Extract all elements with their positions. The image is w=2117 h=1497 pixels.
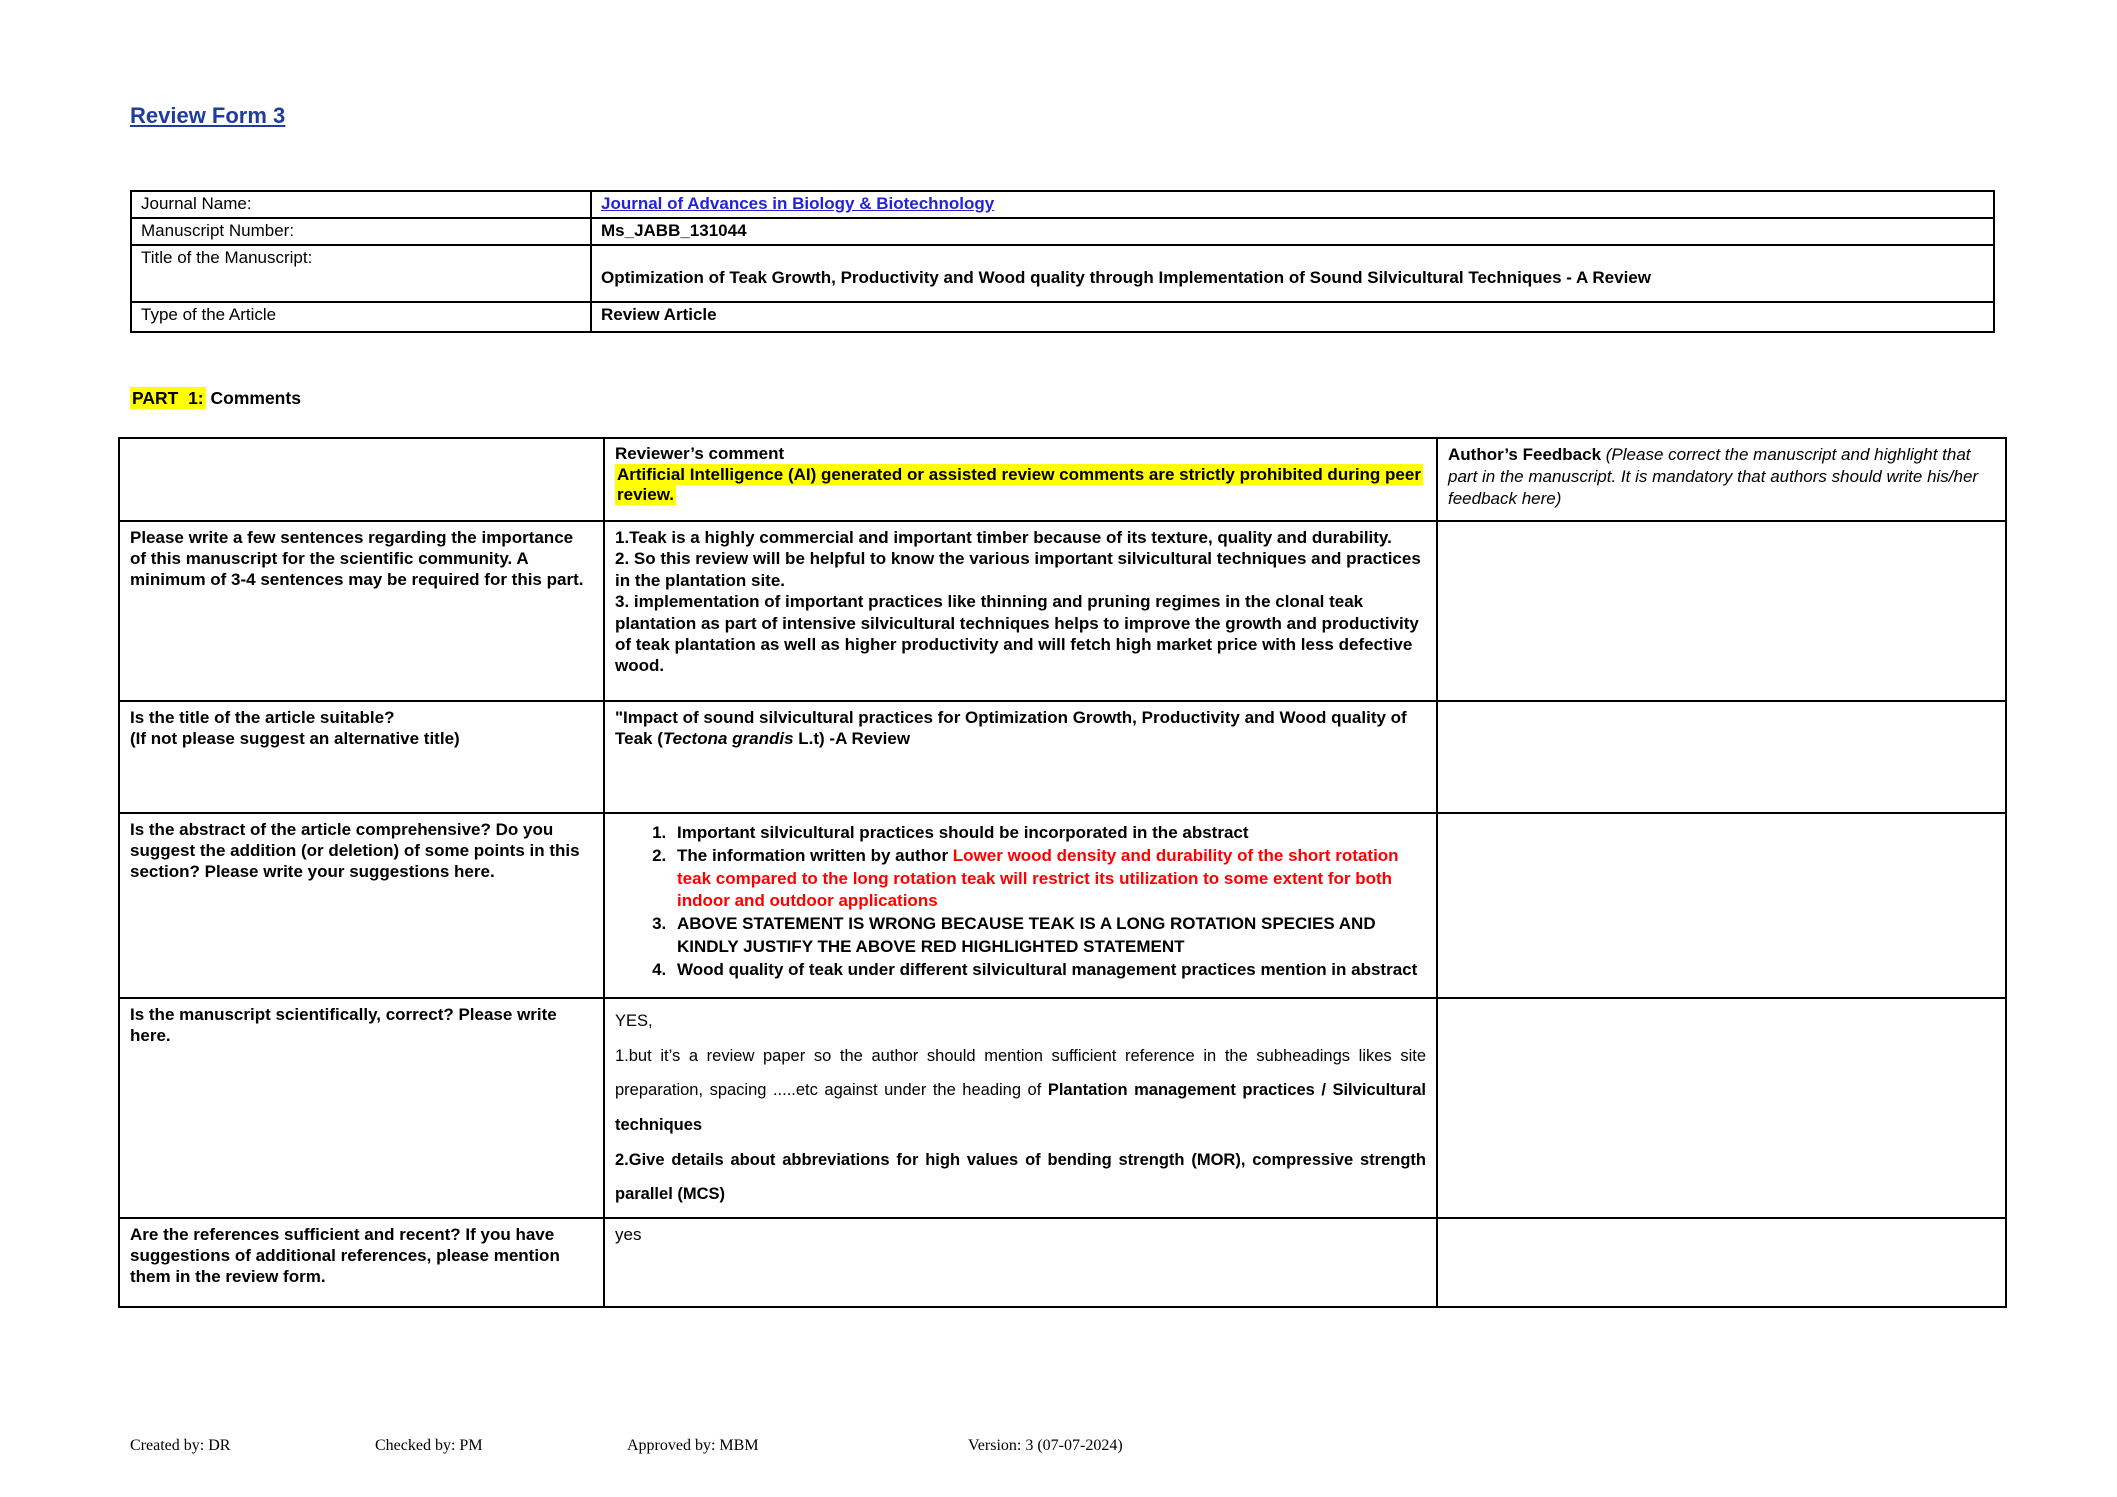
ai-prohibited-notice: Artificial Intelligence (AI) generated or assisted review comments are strictly prohibited during peer review. [617,464,1421,505]
info-row-journal [131,191,1994,218]
scientific-answer-yes: YES, [615,1012,653,1030]
manuscript-info-table [130,190,1995,333]
footer-version: Version: 3 (07-07-2024) [968,1437,1123,1454]
row-importance [119,521,2006,701]
manuscript-number-label: Manuscript Number: [131,218,591,245]
abstract-comment-item-2 [671,845,1426,913]
row-title-suitable [119,701,2006,813]
answer-importance-cell [604,521,1437,701]
part-1-title: Comments [210,388,301,408]
abstract-item-2-red-statement: Lower wood density and durability of the short rotation teak compared to the long rotation teak will restrict its utilization to some extent for both indoor and outdoor applications [677,845,1399,911]
reviewer-comment-label: Reviewer’s comment [615,444,785,463]
journal-name-cell [591,191,1994,218]
author-feedback-cell-scientific [1437,998,2006,1218]
row-references [119,1218,2006,1307]
article-type-label: Type of the Article [131,302,591,332]
info-row-title [131,245,1994,302]
footer-checked-by: Checked by: PM [375,1437,483,1454]
author-feedback-cell-abstract [1437,813,2006,998]
answer-abstract-cell [604,813,1437,998]
info-row-manuscript-number [131,218,1994,245]
suggested-title-after: L.t) -A Review [793,729,911,749]
row-scientific [119,998,2006,1218]
comments-header-row [119,438,2006,521]
author-feedback-cell-references [1437,1218,2006,1307]
author-feedback-cell-title [1437,701,2006,813]
author-feedback-label: Author’s Feedback [1448,445,1602,464]
abstract-comment-item-3: 3. ABOVE STATEMENT IS WRONG BECAUSE TEAK IS A LONG ROTATION SPECIES AND KINDLY JUSTIFY THE ABOVE RED HIGHLIGHTED STATEMENT [671,913,1426,959]
answer-title-cell [604,701,1437,813]
question-title-suitable [119,701,604,813]
abstract-item-2-prefix: The information written by author [677,845,953,865]
importance-point-3: 3. implementation of important practices like thinning and pruning regimes in the clonal teak plantation as part of intensive silvicultural techniques helps to improve the growth and productivity of teak plantation as well as higher productivity and will fetch high market price with less defective wood. [615,592,1419,676]
journal-link[interactable]: Journal of Advances in Biology & Biotechnology [601,194,995,213]
article-type-value: Review Article [591,302,1994,332]
abstract-comment-list [615,822,1426,981]
author-feedback-note: (Please correct the manuscript and highlight that part in the manuscript. It is mandatory that authors should write his/her feedback here) [1448,445,1979,509]
footer-approved-by: Approved by: MBM [627,1437,759,1454]
info-row-article-type [131,302,1994,332]
author-feedback-cell-importance [1437,521,2006,701]
importance-point-2: 2. So this review will be helpful to know the various important silvicultural techniques and practices in the plantation site. [615,549,1421,590]
scientific-answer-point-2: 2.Give details about abbreviations for high values of bending strength (MOR), compressive strength parallel (MCS) [615,1150,1426,1204]
question-importance: Please write a few sentences regarding the importance of this manuscript for the scientific community. A minimum of 3-4 sentences may be required for this part. [119,521,604,701]
manuscript-title-label: Title of the Manuscript: [131,245,591,302]
abstract-comment-item-4: 4. Wood quality of teak under different silvicultural management practices mention in abstract [671,959,1426,982]
question-abstract: Is the abstract of the article comprehensive? Do you suggest the addition (or deletion) of some points in this section? Please write your suggestions here. [119,813,604,998]
answer-scientific-cell [604,998,1437,1218]
footer-created-by: Created by: DR [130,1437,231,1454]
header-spacer-cell [119,438,604,521]
species-name: Tectona grandis [662,729,794,749]
manuscript-number-value: Ms_JABB_131044 [591,218,1994,245]
suggested-title-before: "Impact of sound silvicultural practices for Optimization Growth, Productivity and Wood quality of Teak ( [615,708,1407,749]
question-references: Are the references sufficient and recent? If you have suggestions of additional references, please mention them in the review form. [119,1218,604,1307]
footer [0,1437,2117,1461]
scientific-point-1-bold: Plantation management practices / Silvicultural techniques [615,1081,1426,1134]
scientific-point-1-text: 1.but it’s a review paper so the author should mention sufficient reference in the subheadings likes site preparation, spacing .....etc against under the heading of [615,1046,1426,1100]
part-1-label: PART 1: [132,388,204,408]
answer-references-cell: yes [604,1218,1437,1307]
page-title: Review Form 3 [130,103,286,128]
reviewer-comment-header-cell [604,438,1437,521]
question-title-line2: (If not please suggest an alternative title) [130,729,460,749]
manuscript-title-value: Optimization of Teak Growth, Productivity and Wood quality through Implementation of Sound Silvicultural Techniques - A Review [591,245,1994,302]
author-feedback-header-cell [1437,438,2006,521]
question-scientific: Is the manuscript scientifically, correct? Please write here. [119,998,604,1218]
scientific-answer-point-1 [615,1039,1426,1143]
journal-name-label: Journal Name: [131,191,591,218]
row-abstract [119,813,2006,998]
abstract-comment-item-1: 1. Important silvicultural practices should be incorporated in the abstract [671,822,1426,845]
comments-table [118,437,2007,1308]
question-title-line1: Is the title of the article suitable? [130,708,395,727]
part-1-heading [130,388,301,409]
importance-point-1: 1.Teak is a highly commercial and important timber because of its texture, quality and durability. [615,528,1392,547]
